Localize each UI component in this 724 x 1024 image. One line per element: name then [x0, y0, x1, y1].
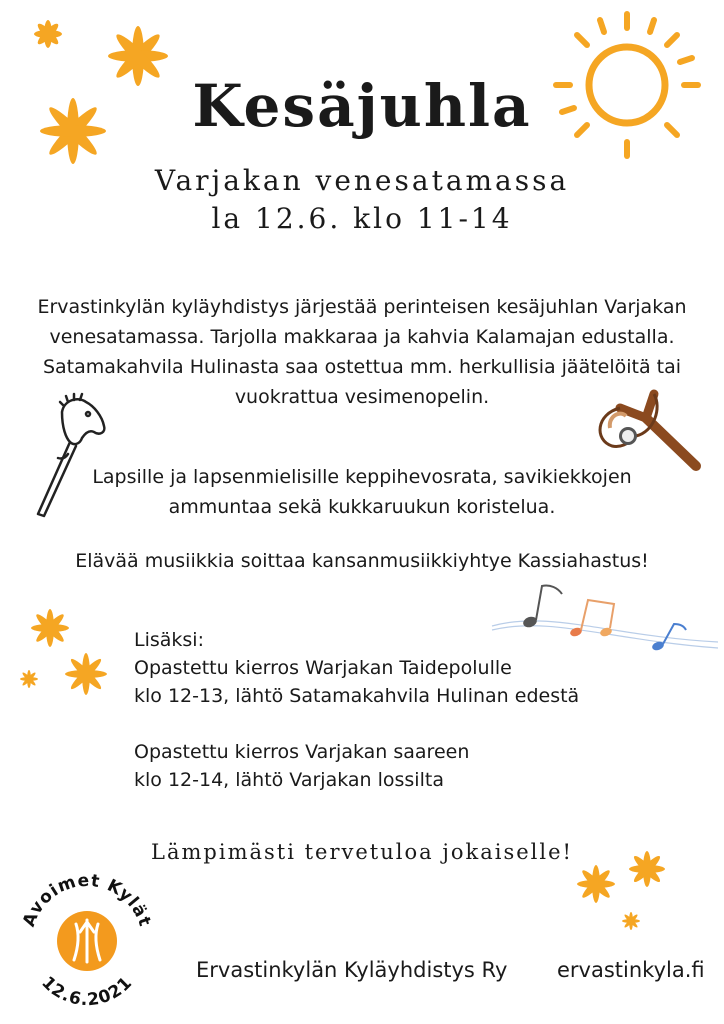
flower-icon	[620, 910, 642, 932]
avoimet-kylat-badge	[14, 868, 160, 1014]
welcome-text: Lämpimästi tervetuloa jokaiselle!	[151, 840, 573, 864]
flower-icon	[62, 650, 110, 698]
intro-line: Ervastinkylän kyläyhdistys järjestää perinteisen kesäjuhlan Varjakan	[37, 296, 687, 318]
music-paragraph: Elävää musiikkia soittaa kansanmusiikkiyhtye Kassiahastus!	[75, 550, 649, 572]
flower-icon	[28, 606, 72, 650]
kids-line: ammuntaa sekä kukkaruukun koristelua.	[168, 496, 556, 518]
spacer	[134, 710, 654, 738]
event-location: Varjakan venesatamassa	[154, 164, 570, 197]
intro-line: venesatamassa. Tarjolla makkaraa ja kahvia Kalamajan edustalla.	[49, 326, 675, 348]
badge-date: 12.6.2021	[37, 972, 137, 1011]
tour1-details: klo 12-13, lähtö Satamakahvila Hulinan edestä	[134, 685, 580, 707]
badge-top-text: Avoimet Kylät	[19, 870, 155, 930]
event-subtitle	[0, 162, 724, 238]
flower-icon	[18, 668, 40, 690]
footer-website-link[interactable]: ervastinkyla.fi	[557, 958, 705, 982]
intro-line: vuokrattua vesimenopelin.	[234, 386, 490, 408]
event-datetime: la 12.6. klo 11-14	[211, 202, 513, 235]
flower-icon	[574, 862, 618, 906]
extras-section	[134, 626, 654, 794]
footer-organization: Ervastinkylän Kyläyhdistys Ry	[196, 958, 508, 982]
kids-paragraph	[20, 462, 704, 522]
tour2-title: Opastettu kierros Varjakan saareen	[134, 741, 470, 763]
extras-heading: Lisäksi:	[134, 629, 204, 651]
page-title: Kesäjuhla	[192, 72, 532, 140]
kids-line: Lapsille ja lapsenmielisille keppihevosrata, savikiekkojen	[92, 466, 632, 488]
flower-icon	[28, 14, 68, 54]
svg-text:12.6.2021	[37, 973, 136, 1011]
flower-icon	[626, 848, 668, 890]
intro-line: Satamakahvila Hulinasta saa ostettua mm. herkullisia jäätelöitä tai	[42, 356, 682, 378]
tour1-title: Opastettu kierros Warjakan Taidepolulle	[134, 657, 512, 679]
tour2-details: klo 12-14, lähtö Varjakan lossilta	[134, 769, 444, 791]
